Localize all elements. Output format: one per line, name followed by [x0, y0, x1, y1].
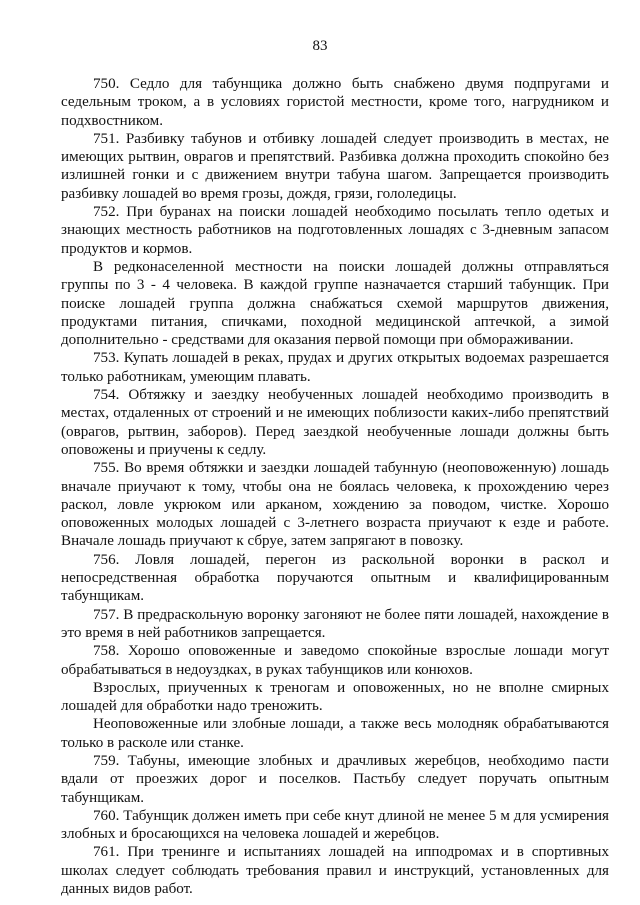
paragraph-753: 753. Купать лошадей в реках, прудах и других открытых водоемах разрешается только работникам, умеющим плавать. — [61, 350, 609, 385]
page-number: 83 — [312, 38, 328, 54]
paragraph-759: 759. Табуны, имеющие злобных и драчливых жеребцов, необходимо пасти вдали от проезжих дорог и поселков. Пастьбу следует поручать опытным табунщикам. — [61, 752, 609, 806]
paragraph-758-hobbling: Взрослых, приученных к треногам и оповоженных, но не вполне смирных лошадей для обработки надо треножить. — [61, 679, 609, 715]
paragraph-761: 761. При тренинге и испытаниях лошадей на ипподромах и в спортивных школах следует соблюдать требования правил и инструкций, установленных для данных видов работ. — [61, 844, 609, 898]
paragraph-758: 758. Хорошо оповоженные и заведомо спокойные взрослые лошади могут обрабатываться в недоуздках, в руках табунщиков или конюхов. — [61, 643, 609, 678]
paragraph-751: 751. Разбивку табунов и отбивку лошадей следует производить в местах, не имеющих рытвин, оврагов и препятствий. Разбивка должна проходить спокойно без излишней гонки и с движением внутри табуна шагом. Запрещается производить разбивку лошадей во время грозы, дождя, грязи, гололедицы. — [61, 130, 609, 202]
paragraph-755: 755. Во время обтяжки и заездки лошадей табунную (неоповоженную) лошадь вначале приучают к тому, чтобы она не боялась человека, к прохождению через раскол, ловле укрюком или арканом, хождению за поводом, чистке. Хорошо оповоженных молодых лошадей с 3-летнего возраста приучают к езде и работе. Вначале лошадь приучают к сбруе, затем запрягают в повозку. — [61, 460, 609, 550]
paragraph-752-continued: В редконаселенной местности на поиски лошадей должны отправляться группы по 3 - 4 человека. В каждой группе назначается старший табунщик. При поиске лошадей группа должна снабжаться схемой маршрутов движения, продуктами питания, спичками, походной медицинской аптечкой, а зимой дополнительно - средствами для оказания первой помощи при обмораживании. — [61, 258, 609, 349]
paragraph-756: 756. Ловля лошадей, перегон из раскольной воронки в раскол и непосредственная обработка поручаются опытным и квалифицированным табунщикам. — [61, 551, 609, 605]
document-body — [61, 75, 609, 898]
paragraph-750: 750. Седло для табунщика должно быть снабжено двумя подпругами и седельным троком, а в условиях гористой местности, кроме того, нагрудником и подхвостником. — [61, 76, 609, 129]
paragraph-758-unbroken: Неоповоженные или злобные лошади, а также весь молодняк обрабатываются только в расколе или станке. — [61, 716, 609, 751]
paragraph-752: 752. При буранах на поиски лошадей необходимо посылать тепло одетых и знающих местность работников на подготовленных лошадях с 3-дневным запасом продуктов и кормов. — [61, 204, 609, 257]
paragraph-757: 757. В предраскольную воронку загоняют не более пяти лошадей, нахождение в это время в ней работников запрещается. — [61, 606, 609, 641]
paragraph-754: 754. Обтяжку и заездку необученных лошадей необходимо производить в местах, отдаленных от строений и не имеющих поблизости каких-либо препятствий (оврагов, рытвин, заборов). Перед заездкой необученные лошади должны быть оповожены и приучены к седлу. — [61, 387, 609, 458]
paragraph-760: 760. Табунщик должен иметь при себе кнут длиной не менее 5 м для усмирения злобных и бросающихся на человека лошадей и жеребцов. — [61, 807, 609, 843]
